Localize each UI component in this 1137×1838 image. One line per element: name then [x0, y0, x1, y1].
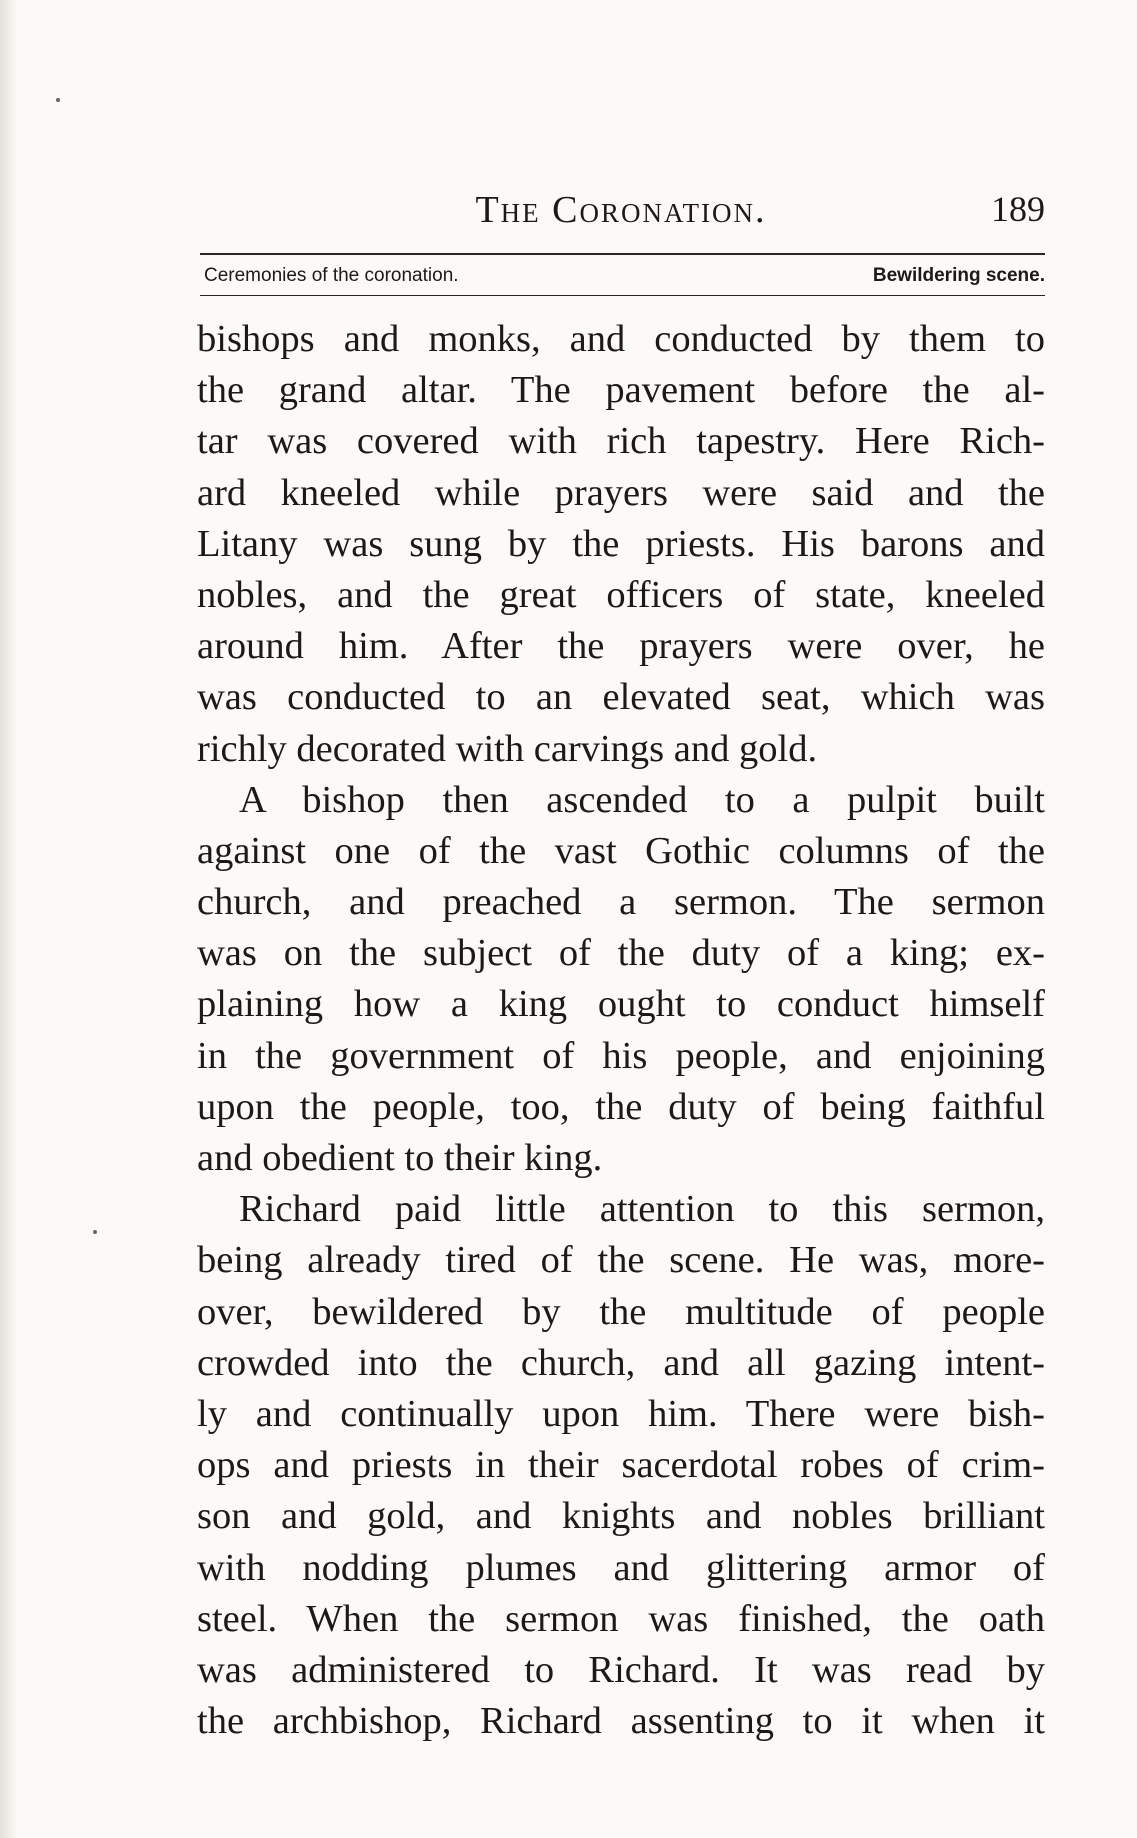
text-line: upon the people, too, the duty of being faithful: [197, 1085, 1045, 1128]
text-line: with nodding plumes and glittering armor of: [197, 1546, 1045, 1589]
running-head: [197, 188, 1045, 238]
text-line: bishops and monks, and conducted by them to: [197, 318, 1045, 360]
text-line: steel. When the sermon was finished, the oath: [197, 1597, 1045, 1640]
paper-speck: [56, 98, 60, 102]
text-line: being already tired of the scene. He was, more-: [197, 1239, 1045, 1282]
text-line: the archbishop, Richard assenting to it when it: [197, 1700, 1045, 1743]
text-line: in the government of his people, and enjoining: [197, 1034, 1045, 1077]
text-line: ops and priests in their sacerdotal robes of crim-: [197, 1444, 1045, 1487]
text-line: against one of the vast Gothic columns of the: [197, 829, 1045, 872]
text-line: the grand altar. The pavement before the al-: [197, 369, 1045, 412]
text-line: was administered to Richard. It was read by: [197, 1648, 1045, 1691]
body-text: [197, 314, 1045, 1747]
gutter-shadow: [0, 0, 18, 1838]
text-line: richly decorated with carvings and gold.: [197, 727, 818, 770]
text-line: Richard paid little attention to this sermon,: [239, 1188, 1045, 1231]
running-title: The Coronation.: [475, 189, 767, 231]
text-line: and obedient to their king.: [197, 1137, 603, 1179]
side-note-rule: [200, 295, 1045, 296]
text-line: A bishop then ascended to a pulpit built: [239, 778, 1045, 821]
paper-speck: [93, 1230, 97, 1234]
text-line: was conducted to an elevated seat, which was: [197, 676, 1045, 719]
text-line: ard kneeled while prayers were said and the: [197, 471, 1045, 514]
side-note-right: Bewildering scene.: [872, 265, 1045, 286]
text-line: son and gold, and knights and nobles brilliant: [197, 1495, 1045, 1538]
side-notes: [200, 265, 1045, 293]
side-note-left: Ceremonies of the coronation.: [204, 265, 459, 286]
text-line: ly and continually upon him. There were bish-: [197, 1392, 1045, 1435]
text-line: over, bewildered by the multitude of people: [197, 1290, 1045, 1333]
text-line: was on the subject of the duty of a king; ex-: [197, 932, 1045, 975]
text-line: church, and preached a sermon. The sermon: [197, 881, 1045, 924]
text-line: Litany was sung by the priests. His barons and: [197, 522, 1045, 565]
text-line: nobles, and the great officers of state, kneeled: [197, 573, 1045, 616]
page-number: 189: [991, 189, 1045, 229]
text-line: tar was covered with rich tapestry. Here Rich-: [197, 420, 1045, 463]
text-line: crowded into the church, and all gazing intent-: [197, 1341, 1045, 1384]
text-line: plaining how a king ought to conduct himself: [197, 983, 1045, 1026]
header-rule: [200, 253, 1045, 255]
text-line: around him. After the prayers were over, he: [197, 625, 1045, 668]
